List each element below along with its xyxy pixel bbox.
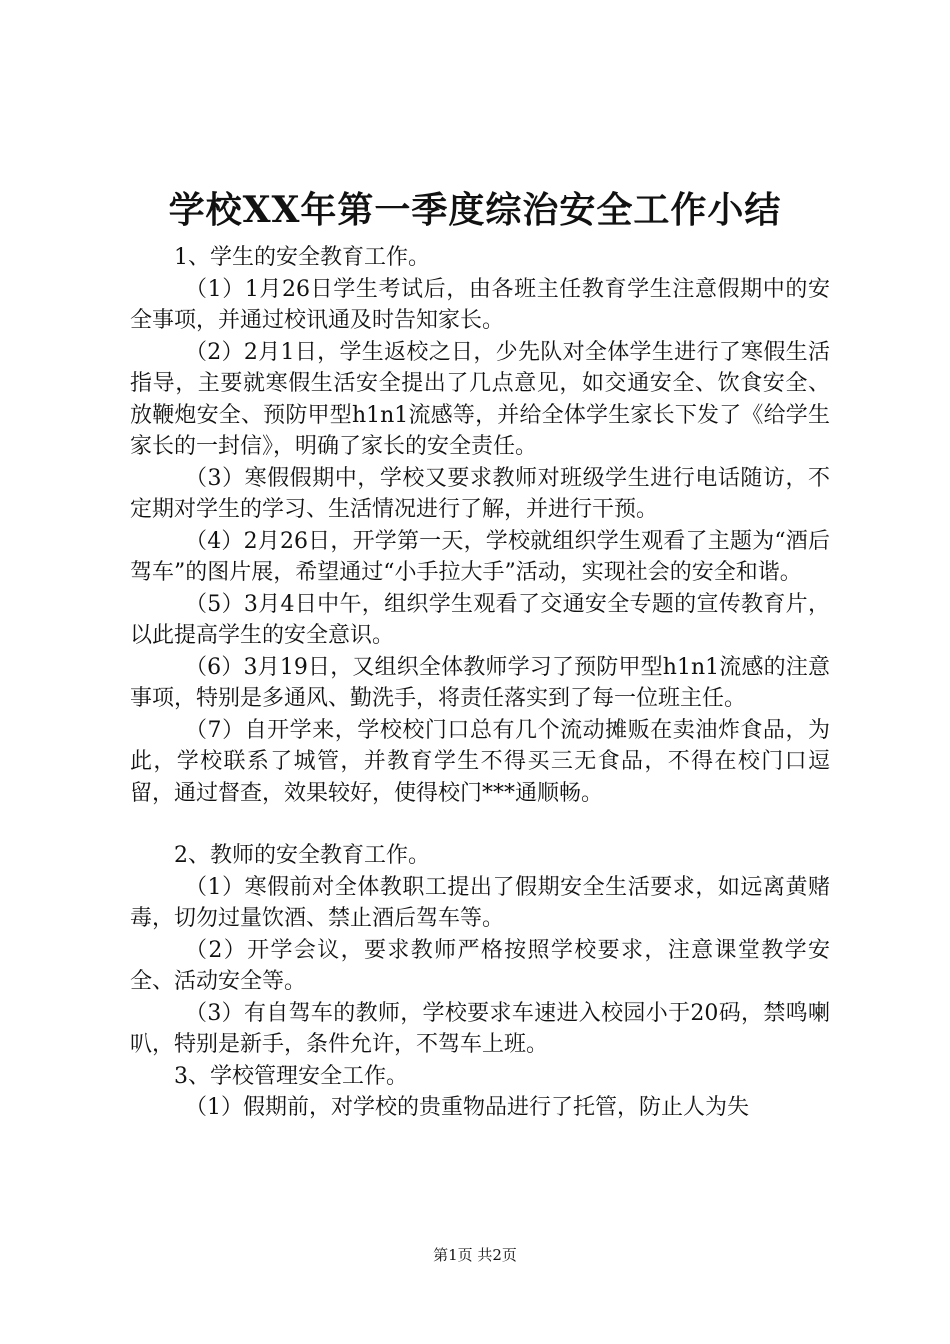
paragraph: （1）1月26日学生考试后，由各班主任教育学生注意假期中的安全事项，并通过校讯通及时告知家长。 [130, 276, 830, 333]
page-title: 学校XX年第一季度综治安全工作小结 [168, 189, 782, 231]
paragraph: （2）2月1日，学生返校之日，少先队对全体学生进行了寒假生活指导，主要就寒假生活安全提出了几点意见，如交通安全、饮食安全、放鞭炮安全、预防甲型h1n1流感等，并给全体学生家长下发了《给学生家长的一封信》，明确了家长的安全责任。 [130, 339, 830, 459]
paragraph: （6）3月19日，又组织全体教师学习了预防甲型h1n1流感的注意事项，特别是多通风、勤洗手，将责任落实到了每一位班主任。 [130, 654, 830, 711]
section-heading-student-safety: 1、学生的安全教育工作。 [174, 245, 430, 270]
paragraph: （1）假期前，对学校的贵重物品进行了托管，防止人为失 [185, 1095, 749, 1120]
document-body [130, 242, 830, 1124]
page-number: 第1页 共2页 [433, 1246, 517, 1264]
section-heading-school-management: 3、学校管理安全工作。 [174, 1063, 408, 1089]
paragraph: （1）寒假前对全体教职工提出了假期安全生活要求，如远离黄赌毒，切勿过量饮酒、禁止酒后驾车等。 [130, 874, 830, 931]
paragraph: （4）2月26日，开学第一天，学校就组织学生观看了主题为“酒后驾车”的图片展，希望通过“小手拉大手”活动，实现社会的安全和谐。 [130, 528, 830, 585]
paragraph: （5）3月4日中午，组织学生观看了交通安全专题的宣传教育片，以此提高学生的安全意识。 [130, 591, 830, 648]
paragraph: （7）自开学来，学校校门口总有几个流动摊贩在卖油炸食品，为此，学校联系了城管，并教育学生不得买三无食品，不得在校门口逗留，通过督查，效果较好，使得校门***通顺畅。 [130, 717, 830, 806]
paragraph: （3）寒假假期中，学校又要求教师对班级学生进行电话随访，不定期对学生的学习、生活情况进行了解，并进行干预。 [130, 465, 830, 522]
section-heading-teacher-safety: 2、教师的安全教育工作。 [174, 843, 430, 868]
paragraph: （3）有自驾车的教师，学校要求车速进入校园小于20码，禁鸣喇叭，特别是新手，条件允许，不驾车上班。 [130, 1000, 830, 1057]
paragraph: （2）开学会议，要求教师严格按照学校要求，注意课堂教学安全、活动安全等。 [130, 937, 830, 994]
blank-line [130, 809, 830, 840]
